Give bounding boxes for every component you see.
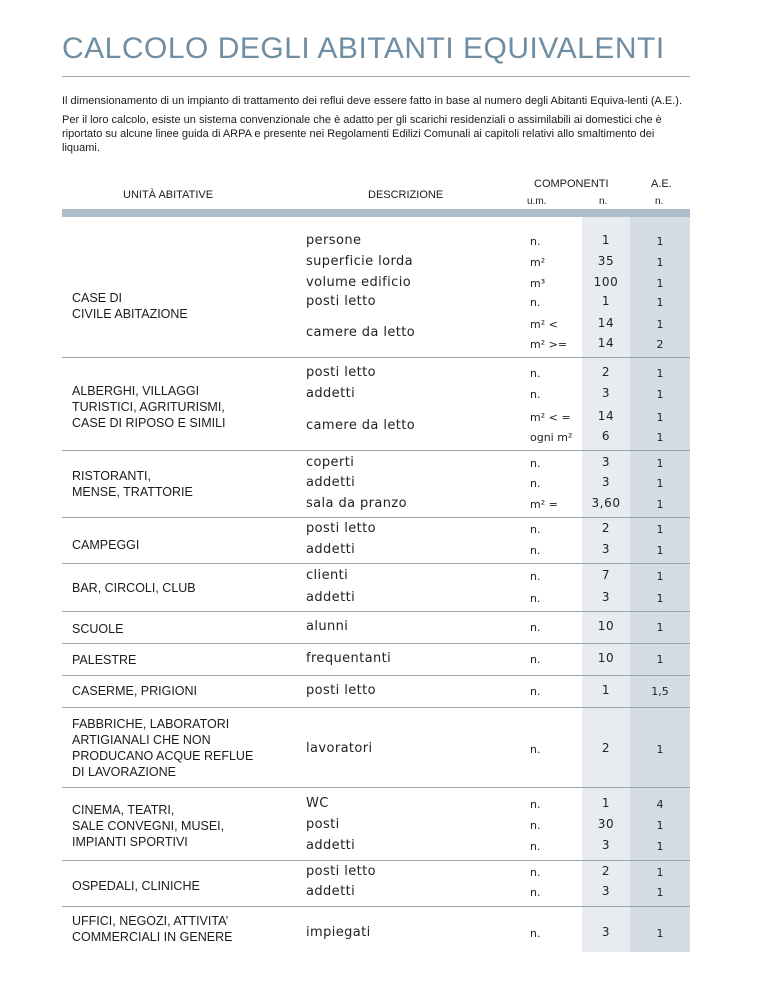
unit-cell: n. [530,235,541,248]
unit-cell: n. [530,296,541,309]
description-cell: posti letto [306,521,376,536]
unit-cell: n. [530,798,541,811]
quantity-cell: 10 [597,619,615,633]
quantity-cell: 1 [601,796,611,810]
unit-cell: n. [530,886,541,899]
description-cell: posti letto [306,683,376,698]
unit-cell: n. [530,653,541,666]
description-cell: addetti [306,884,356,899]
ae-value-cell: 1 [656,927,664,940]
quantity-cell: 3 [601,455,611,469]
quantity-cell: 14 [597,336,615,350]
category-label-line: COMMERCIALI IN GENERE [72,930,233,944]
description-cell: addetti [306,590,356,605]
ae-value-cell: 4 [656,798,664,811]
description-cell: sala da pranzo [306,496,407,511]
quantity-cell: 3 [601,475,611,489]
category-label [72,802,282,850]
quantity-cell: 1 [601,683,611,697]
unit-cell: n. [530,523,541,536]
unit-cell: n. [530,477,541,490]
category-label-line: UFFICI, NEGOZI, ATTIVITA’ [72,914,229,928]
ae-value-cell: 1 [656,523,664,536]
description-cell: persone [306,233,362,248]
category-label-line: PALESTRE [72,653,137,667]
row-divider [62,860,690,861]
unit-cell: n. [530,388,541,401]
unit-cell: n. [530,685,541,698]
ae-value-cell: 2 [656,338,664,351]
category-label [72,652,282,668]
description-cell: addetti [306,475,356,490]
category-label-line: CIVILE ABITAZIONE [72,307,188,321]
intro-text [62,94,694,160]
category-label-line: BAR, CIRCOLI, CLUB [72,581,196,595]
quantity-cell: 35 [597,254,615,268]
quantity-cell: 14 [597,316,615,330]
description-cell: alunni [306,619,349,634]
header-unita-abitative: UNITÀ ABITATIVE [123,189,214,201]
category-label [72,468,282,500]
description-cell: WC [306,796,329,811]
header-um: u.m. [527,196,547,207]
description-cell: superficie lorda [306,254,413,269]
quantity-cell: 14 [597,409,615,423]
ae-value-cell: 1 [656,431,664,444]
description-cell: addetti [306,542,356,557]
header-ae: A.E. [651,178,672,190]
ae-value-cell: 1 [656,367,664,380]
category-label-line: CASE DI [72,291,123,305]
unit-cell: n. [530,840,541,853]
description-cell: posti letto [306,294,376,309]
row-divider [62,787,690,788]
description-cell: coperti [306,455,355,470]
quantity-cell: 10 [597,651,615,665]
ae-value-cell: 1 [656,840,664,853]
ae-value-cell: 1 [656,886,664,899]
quantity-cell: 2 [601,365,611,379]
description-cell: posti letto [306,365,376,380]
description-cell: posti letto [306,864,376,879]
row-divider [62,517,690,518]
ae-value-cell: 1 [656,277,664,290]
ae-value-cell: 1 [656,411,664,424]
unit-cell: m² = [530,498,558,511]
quantity-cell: 7 [601,568,611,582]
category-label [72,683,282,699]
quantity-cell: 3,60 [591,496,621,510]
category-label [72,290,282,322]
category-label-line: OSPEDALI, CLINICHE [72,879,200,893]
quantity-cell: 3 [601,590,611,604]
category-label-line: TURISTICI, AGRITURISMI, [72,400,225,414]
ae-value-cell: 1 [656,388,664,401]
category-label [72,383,282,431]
row-divider [62,906,690,907]
unit-cell: m² [530,256,546,269]
category-label-line: CASERME, PRIGIONI [72,684,198,698]
category-label [72,878,282,894]
quantity-cell: 1 [601,233,611,247]
category-label [72,580,282,596]
category-label-line: CINEMA, TEATRI, [72,803,175,817]
description-cell: addetti [306,838,356,853]
unit-cell: n. [530,367,541,380]
category-label-line: CAMPEGGI [72,538,140,552]
ae-value-cell: 1 [656,866,664,879]
quantity-cell: 2 [601,741,611,755]
category-label-line: CASE DI RIPOSO E SIMILI [72,416,226,430]
quantity-cell: 3 [601,542,611,556]
row-divider [62,450,690,451]
row-divider [62,357,690,358]
ae-value-cell: 1 [656,743,664,756]
category-label [72,537,282,553]
unit-cell: n. [530,544,541,557]
description-cell: camere da letto [306,418,416,433]
row-divider [62,707,690,708]
quantity-cell: 6 [601,429,611,443]
ae-value-cell: 1 [656,256,664,269]
quantity-cell: 3 [601,838,611,852]
quantity-cell: 2 [601,864,611,878]
ae-value-cell: 1 [656,592,664,605]
category-label-line: DI LAVORAZIONE [72,765,176,779]
description-cell: lavoratori [306,741,373,756]
description-cell: camere da letto [306,325,416,340]
category-label-line: ALBERGHI, VILLAGGI [72,384,200,398]
header-ae-n: n. [655,196,664,207]
title-divider [62,76,690,77]
description-cell: frequentanti [306,651,392,666]
row-divider [62,675,690,676]
category-label-line: RISTORANTI, [72,469,151,483]
row-divider [62,643,690,644]
quantity-cell: 3 [601,925,611,939]
ae-value-cell: 1 [656,544,664,557]
intro-paragraph-1: Il dimensionamento di un impianto di trattamento dei reflui deve essere fatto in base al numero degli Abitanti Equiva-lenti (A.E.). [62,95,683,107]
description-cell: posti [306,817,340,832]
unit-cell: n. [530,819,541,832]
description-cell: volume edificio [306,275,412,290]
unit-cell: ogni m² [530,431,573,444]
unit-cell: m² < [530,318,558,331]
ae-value-cell: 1 [656,498,664,511]
category-label-line: ARTIGIANALI CHE NON [72,733,211,747]
quantity-cell: 100 [593,275,619,289]
ae-value-cell: 1 [656,296,664,309]
category-label [72,621,282,637]
description-cell: impiegati [306,925,371,940]
unit-cell: n. [530,866,541,879]
row-divider [62,611,690,612]
ae-value-cell: 1 [656,235,664,248]
unit-cell: n. [530,743,541,756]
unit-cell: n. [530,457,541,470]
quantity-cell: 3 [601,884,611,898]
intro-paragraph-2: Per il loro calcolo, esiste un sistema convenzionale che è adatto per gli scarichi residenziali o assimilabili ai domestici che è riportato su alcune linee guida di ARPA e presente nei Regolamenti Edilizi Comunali ai capitoli relativi allo smaltimento dei liquami. [62,114,662,154]
ae-value-cell: 1 [656,621,664,634]
header-n: n. [599,196,608,207]
category-label-line: SALE CONVEGNI, MUSEI, [72,819,225,833]
unit-cell: m² >= [530,338,568,351]
quantity-cell: 30 [597,817,615,831]
category-label-line: SCUOLE [72,622,124,636]
unit-cell: m³ [530,277,546,290]
ae-value-cell: 1 [656,457,664,470]
ae-value-cell: 1,5 [651,685,669,698]
category-label-line: FABBRICHE, LABORATORI [72,717,230,731]
category-label-line: IMPIANTI SPORTIVI [72,835,188,849]
header-bar [62,209,690,217]
category-label-line: PRODUCANO ACQUE REFLUE [72,749,254,763]
unit-cell: n. [530,621,541,634]
page-title: CALCOLO DEGLI ABITANTI EQUIVALENTI [62,32,665,65]
ae-value-cell: 1 [656,318,664,331]
row-divider [62,563,690,564]
category-label [72,913,282,945]
ae-value-cell: 1 [656,570,664,583]
category-label-line: MENSE, TRATTORIE [72,485,193,499]
unit-cell: m² < = [530,411,571,424]
description-cell: addetti [306,386,356,401]
unit-cell: n. [530,570,541,583]
unit-cell: n. [530,592,541,605]
header-componenti: COMPONENTI [534,178,609,190]
unit-cell: n. [530,927,541,940]
quantity-cell: 3 [601,386,611,400]
ae-value-cell: 1 [656,819,664,832]
ae-value-cell: 1 [656,477,664,490]
quantity-cell: 2 [601,521,611,535]
quantity-cell: 1 [601,294,611,308]
description-cell: clienti [306,568,349,583]
header-descrizione: DESCRIZIONE [368,189,444,201]
ae-value-cell: 1 [656,653,664,666]
category-label [72,716,282,780]
